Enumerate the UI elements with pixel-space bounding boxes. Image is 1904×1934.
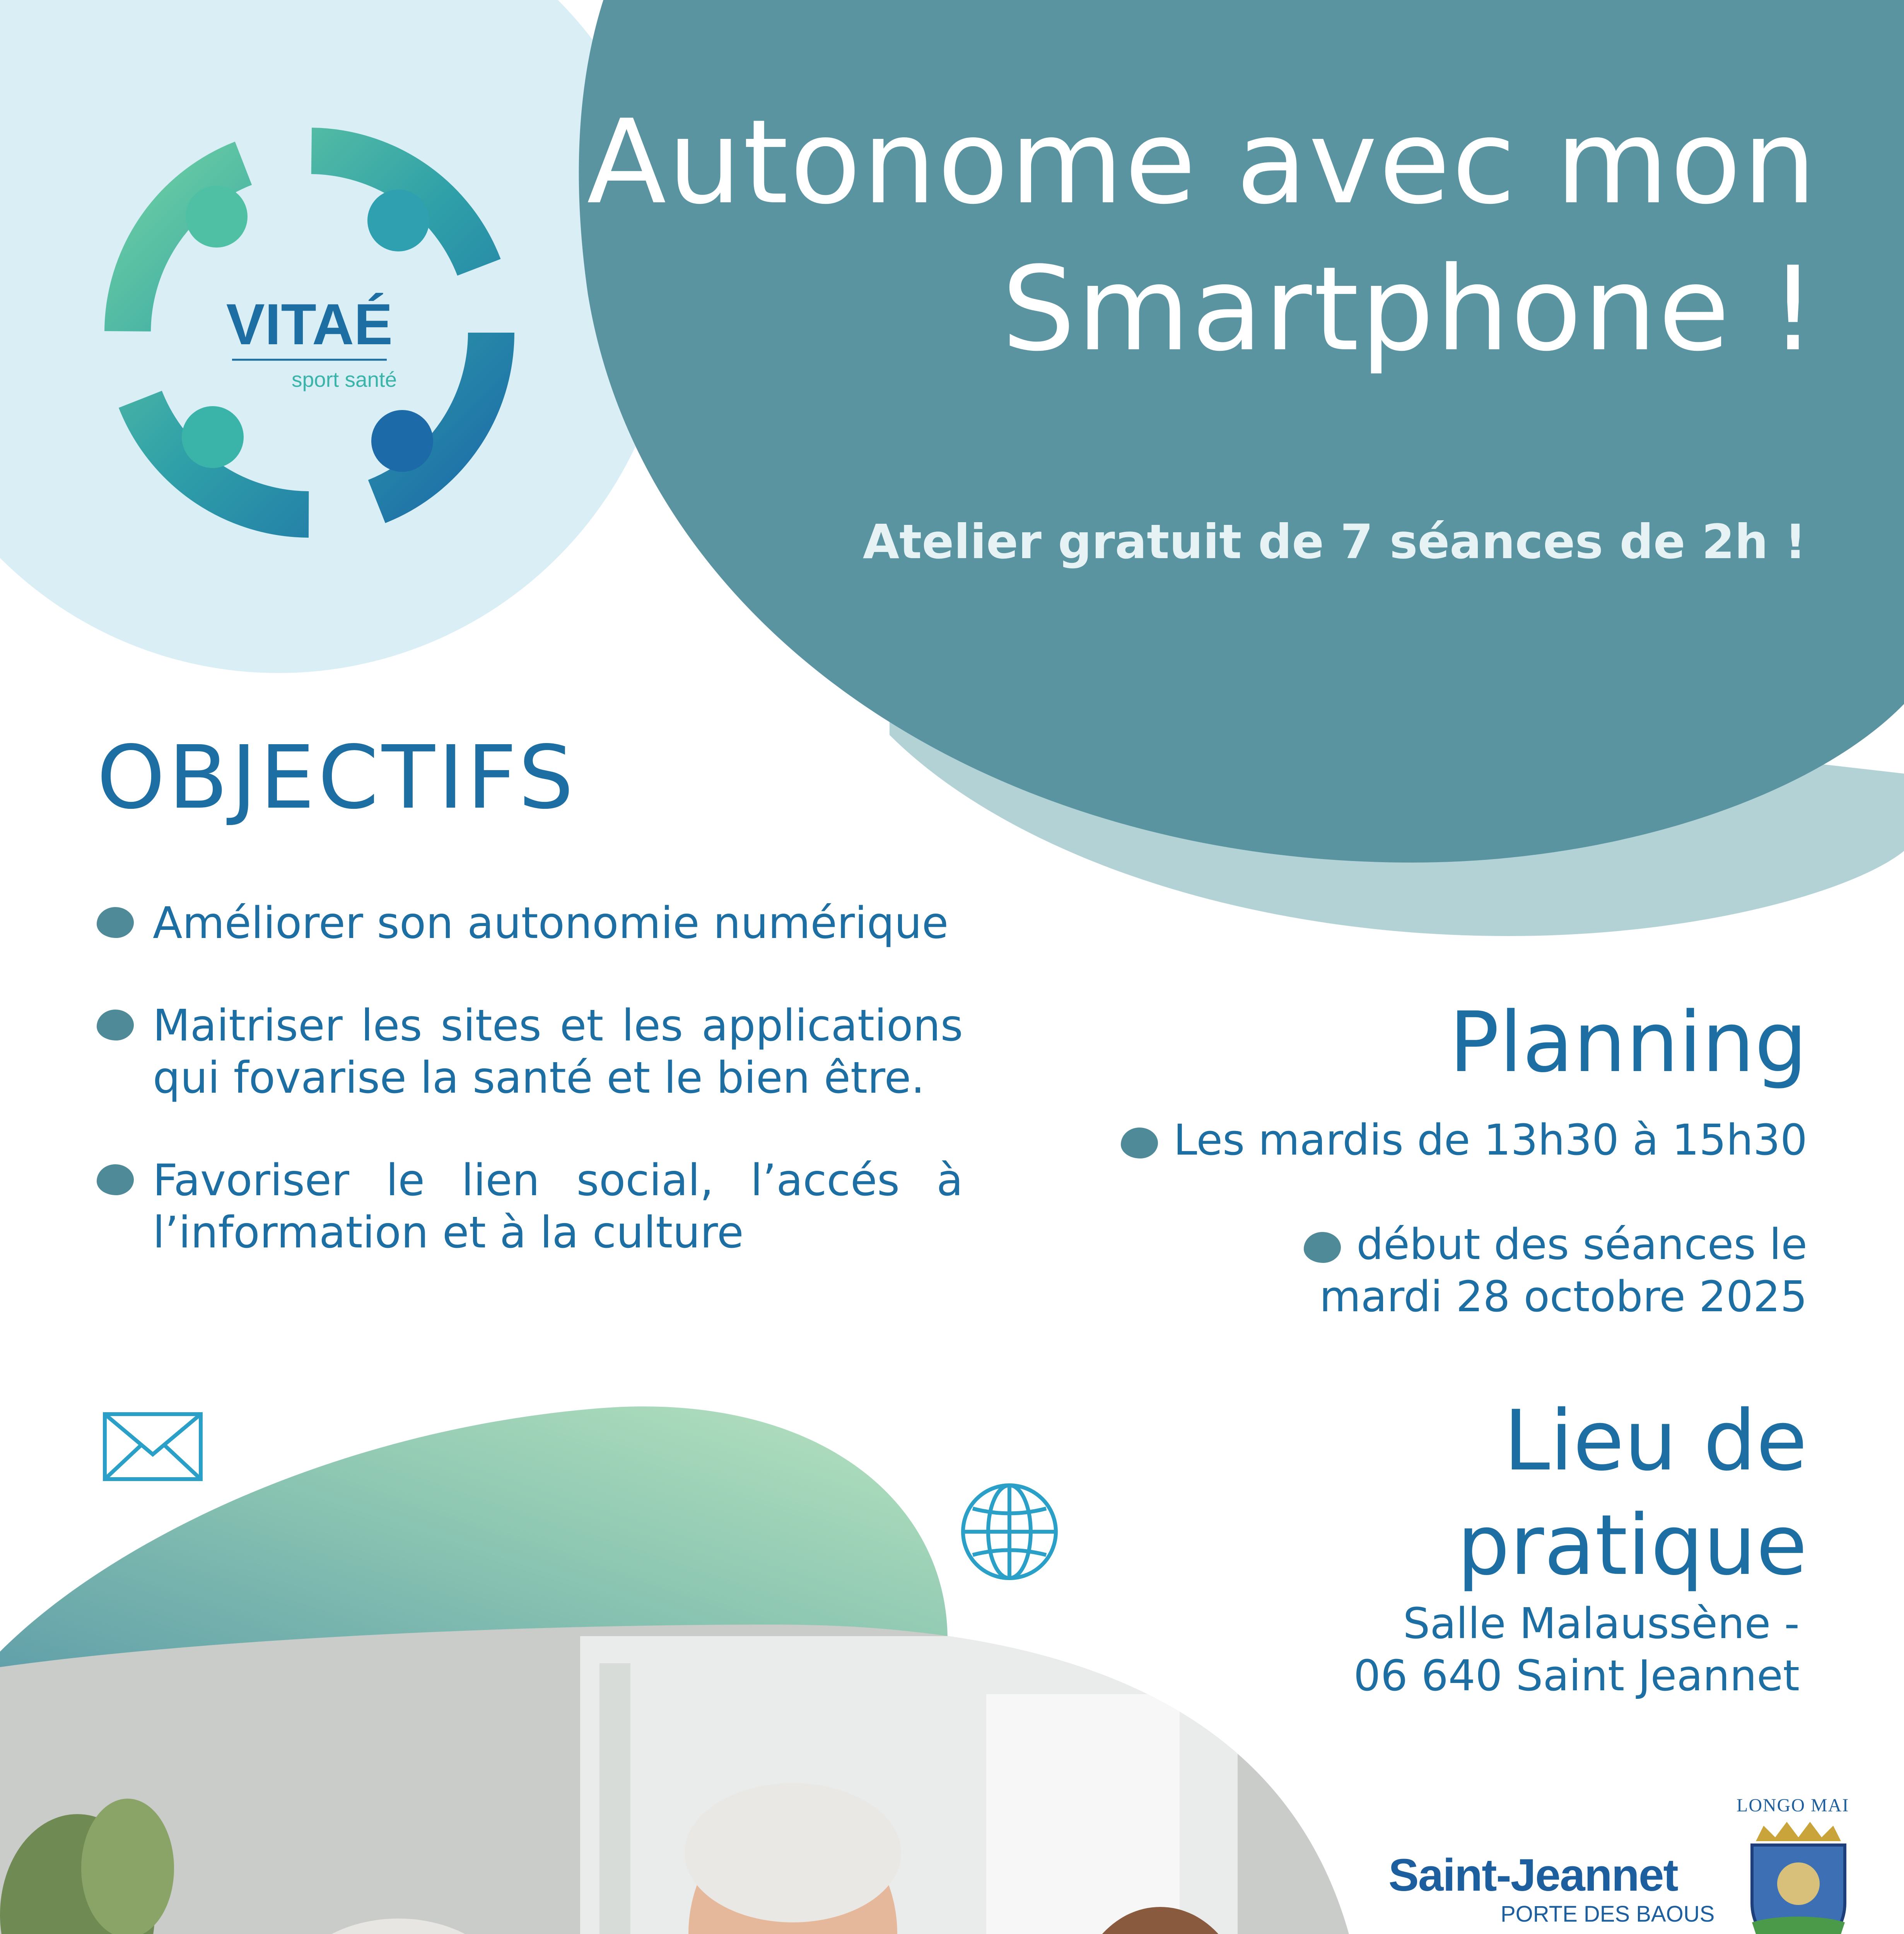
commune-name: Saint-Jeannet xyxy=(1388,1850,1678,1901)
planning-start xyxy=(1304,1218,1807,1323)
start-line-2: mardi 28 octobre 2025 xyxy=(1319,1272,1807,1321)
bullet-icon xyxy=(1304,1232,1341,1263)
objectif-item xyxy=(97,897,963,952)
start-line-1: début des séances le xyxy=(1356,1220,1807,1269)
poster-subtitle: Atelier gratuit de 7 séances de 2h ! xyxy=(862,514,1806,569)
bullet-icon xyxy=(97,1164,134,1195)
objectif-item xyxy=(97,1000,963,1108)
objectif-item xyxy=(97,1155,963,1263)
lieu-address xyxy=(1354,1597,1800,1702)
schedule-text: Les mardis de 13h30 à 15h30 xyxy=(1173,1115,1807,1165)
bullet-icon xyxy=(1121,1128,1158,1158)
planning-heading: Planning xyxy=(1449,994,1807,1091)
logo-tagline: sport santé xyxy=(291,367,397,391)
commune-motto: LONGO MAI xyxy=(1737,1795,1849,1816)
logo-name: VITAÉ xyxy=(226,292,393,357)
vitae-logo xyxy=(104,128,514,538)
lieu-heading-line-2: pratique xyxy=(1457,1497,1807,1594)
objectif-text: Maitriser les sites et les applications qui fovarise la santé et le bien être. xyxy=(153,1001,963,1103)
lieu-heading-line-1: Lieu de xyxy=(1503,1392,1807,1489)
address-line-1: Salle Malaussène - xyxy=(1403,1599,1800,1648)
objectif-text: Améliorer son autonomie numérique xyxy=(153,898,949,948)
seniors-photo xyxy=(0,1617,1392,1934)
globe-icon xyxy=(959,1481,1060,1582)
mail-icon xyxy=(102,1412,203,1481)
lieu-heading xyxy=(1457,1389,1807,1597)
bullet-icon xyxy=(97,907,134,938)
bullet-icon xyxy=(97,1010,134,1040)
poster-title xyxy=(572,89,1818,383)
title-line-2: Smartphone ! xyxy=(1002,242,1818,377)
commune-shield-icon xyxy=(1740,1818,1856,1934)
commune-tagline: PORTE DES BAOUS xyxy=(1501,1902,1715,1927)
objectif-text: Favoriser le lien social, l’accés à l’information et à la culture xyxy=(153,1155,963,1258)
planning-schedule xyxy=(1121,1114,1807,1166)
address-line-2: 06 640 Saint Jeannet xyxy=(1353,1651,1800,1700)
title-line-1: Autonome avec mon xyxy=(587,95,1818,230)
objectifs-heading: OBJECTIFS xyxy=(97,727,577,829)
